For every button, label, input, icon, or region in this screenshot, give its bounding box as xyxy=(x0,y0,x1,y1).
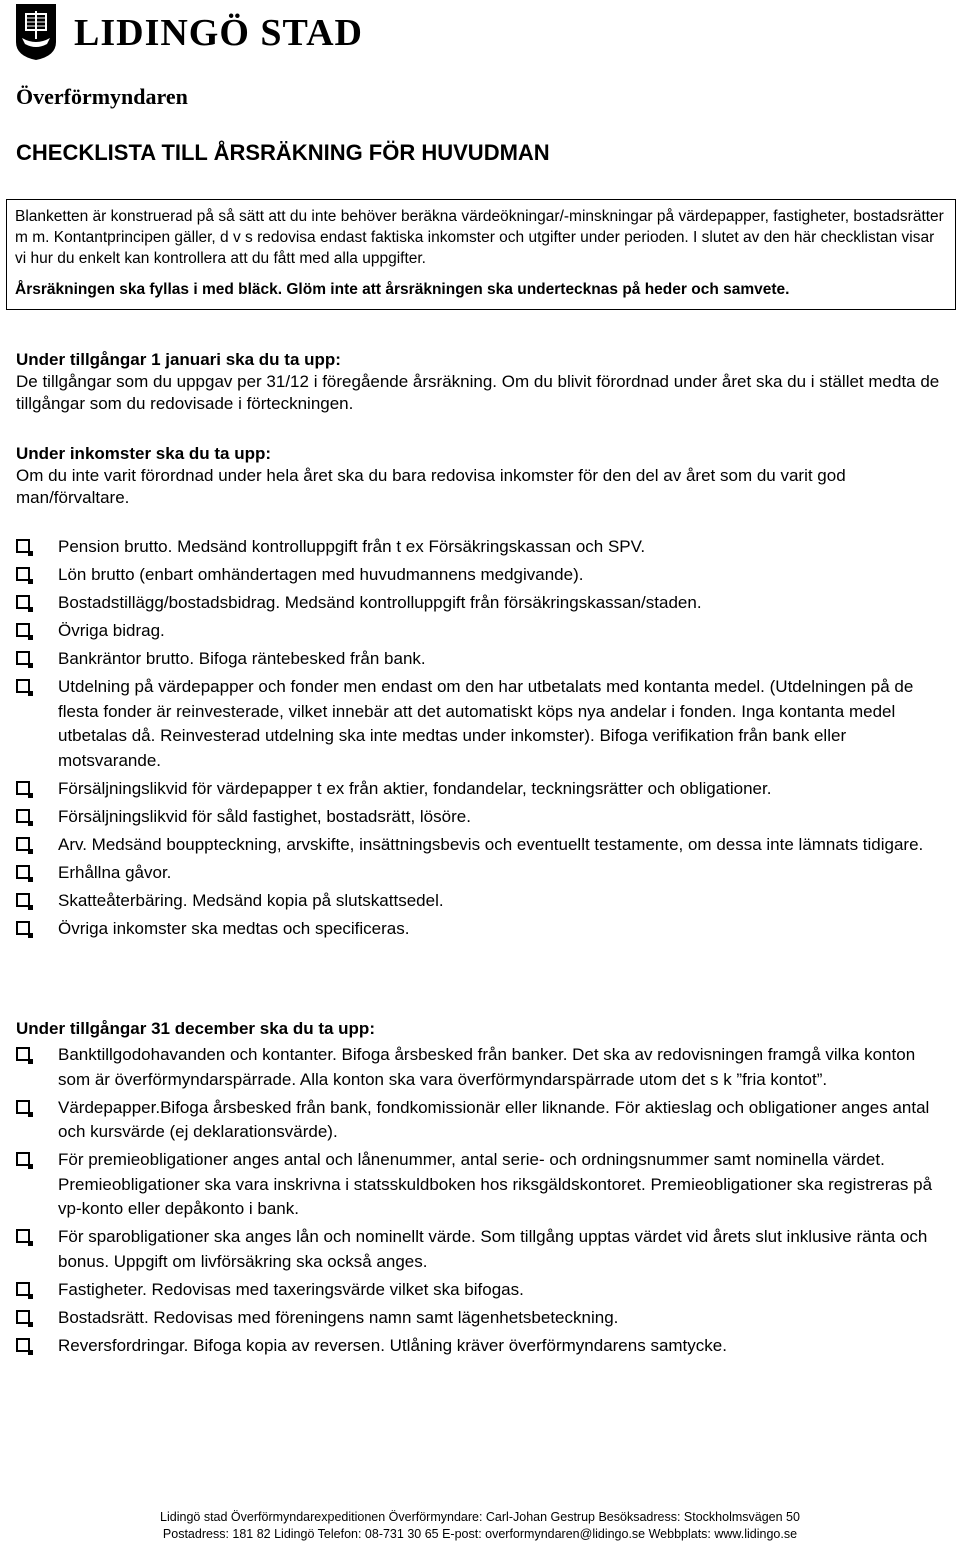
checkbox-icon[interactable] xyxy=(16,1229,30,1243)
section-text: Om du inte varit förordnad under hela året ska du bara redovisa inkomster för den del av året som du varit god man/förvaltare. xyxy=(16,466,846,507)
checklist-item xyxy=(16,1334,951,1359)
section-heading: Under tillgångar 31 december ska du ta upp: xyxy=(16,1019,375,1038)
checklist-item-text: Värdepapper.Bifoga årsbesked från bank, fondkomissionär eller liknande. För aktieslag och obligationer anges antal och kursvärde (ej deklarationsvärde). xyxy=(58,1097,930,1141)
checkbox-icon[interactable] xyxy=(16,1100,30,1114)
checklist-item-text: För sparobligationer ska anges lån och nominellt värde. Som tillgång upptas värdet vid årets slut inklusive ränta och bonus. Uppgift om livförsäkring ska också anges. xyxy=(58,1227,928,1271)
checkbox-icon[interactable] xyxy=(16,893,30,907)
income-checklist xyxy=(16,535,951,945)
checklist-item xyxy=(16,917,951,942)
checklist-item-text: Utdelning på värdepapper och fonder men endast om den har utbetalats med kontanta medel. (Utdelningen på de flesta fonder är reinvesterade, vilket innebär att det automatiskt köps nya andelar i fonden. Inga kontanta medel utbetalas då. Reinvesterad utdelning ska inte medtas under inkomster). Bifoga verifikation från bank eller motsvarande. xyxy=(58,677,914,770)
checkbox-icon[interactable] xyxy=(16,679,30,693)
city-logo xyxy=(14,2,363,64)
assets-checklist xyxy=(16,1043,951,1362)
checklist-item xyxy=(16,619,951,644)
checkbox-icon[interactable] xyxy=(16,651,30,665)
checkbox-icon[interactable] xyxy=(16,539,30,553)
checklist-item xyxy=(16,1225,951,1274)
section-income xyxy=(16,443,951,509)
checkbox-icon[interactable] xyxy=(16,921,30,935)
checkbox-icon[interactable] xyxy=(16,1282,30,1296)
checklist-item-text: Reversfordringar. Bifoga kopia av reversen. Utlåning kräver överförmyndarens samtycke. xyxy=(58,1335,727,1355)
department-name: Överförmyndaren xyxy=(16,84,188,109)
checklist-item-text: Övriga inkomster ska medtas och specificeras. xyxy=(58,918,410,938)
checkbox-icon[interactable] xyxy=(16,837,30,851)
checklist-item xyxy=(16,647,951,672)
checklist-item xyxy=(16,535,951,560)
checklist-item-text: Försäljningslikvid för värdepapper t ex från aktier, fondandelar, teckningsrätter och obligationer. xyxy=(58,778,772,798)
section-heading: Under tillgångar 1 januari ska du ta upp: xyxy=(16,350,341,369)
section-assets-dec xyxy=(16,1018,951,1040)
checkbox-icon[interactable] xyxy=(16,809,30,823)
checklist-item xyxy=(16,777,951,802)
checklist-item xyxy=(16,1306,951,1331)
checklist-item-text: Pension brutto. Medsänd kontrolluppgift från t ex Försäkringskassan och SPV. xyxy=(58,537,646,556)
checklist-item-text: För premieobligationer anges antal och lånenummer, antal serie- och ordningsnummer samt nominella värdet. Premieobligationer ska vara inskrivna i statsskuldboken hos riksgäldskontoret. Premieobligationer ska registreras på vp-konto eller depåkonto i bank. xyxy=(58,1150,933,1218)
section-text: De tillgångar som du uppgav per 31/12 i föregående årsräkning. Om du blivit förordnad under året ska du i stället medta de tillgångar som du redovisade i förteckningen. xyxy=(16,372,940,413)
checklist-item xyxy=(16,591,951,616)
checklist-item xyxy=(16,675,951,773)
checklist-item xyxy=(16,889,951,914)
checklist-item xyxy=(16,805,951,830)
checklist-item xyxy=(16,1096,951,1145)
checkbox-icon[interactable] xyxy=(16,1338,30,1352)
checkbox-icon[interactable] xyxy=(16,567,30,581)
checklist-item-text: Banktillgodohavanden och kontanter. Bifoga årsbesked från banker. Det ska av redovisningen framgå vilka konton som är överförmyndarspärrade. Alla konton ska vara överförmyndarspärrade utom det s k ”fria kontot”. xyxy=(58,1045,916,1089)
checkbox-icon[interactable] xyxy=(16,1310,30,1324)
checkbox-icon[interactable] xyxy=(16,781,30,795)
logo-text: LIDINGÖ STAD xyxy=(74,12,363,54)
viking-ship-icon xyxy=(14,2,58,62)
checklist-item xyxy=(16,833,951,858)
checklist-item-text: Skatteåterbäring. Medsänd kopia på slutskattsedel. xyxy=(58,890,444,910)
checkbox-icon[interactable] xyxy=(16,623,30,637)
checklist-item-text: Fastigheter. Redovisas med taxeringsvärde vilket ska bifogas. xyxy=(58,1279,524,1299)
checkbox-icon[interactable] xyxy=(16,595,30,609)
checklist-item-text: Arv. Medsänd bouppteckning, arvskifte, insättningsbevis och eventuellt testamente, om dessa inte lämnats tidigare. xyxy=(58,834,924,854)
checkbox-icon[interactable] xyxy=(16,1047,30,1061)
checklist-item xyxy=(16,563,951,588)
info-box xyxy=(6,199,956,310)
checklist-item xyxy=(16,861,951,886)
footer-line-1: Lidingö stad Överförmyndarexpeditionen Överförmyndare: Carl-Johan Gestrup Besöksadress: Stockholmsvägen 50 xyxy=(160,1510,800,1524)
checklist-item-text: Bostadsrätt. Redovisas med föreningens namn samt lägenhetsbeteckning. xyxy=(58,1307,619,1327)
checklist-item-text: Lön brutto (enbart omhändertagen med huvudmannens medgivande). xyxy=(58,565,584,584)
section-assets-jan xyxy=(16,349,951,415)
checklist-item xyxy=(16,1148,951,1222)
checklist-item-text: Erhållna gåvor. xyxy=(58,862,172,882)
info-text: Blanketten är konstruerad på så sätt att du inte behöver beräkna värdeökningar/-minskningar på värdepapper, fastigheter, bostadsrätter m m. Kontantprincipen gäller, d v s redovisa endast faktiska inkomster och utgifter under perioden. I slutet av den här checklistan visar vi hur du enkelt kan kontrollera att du fått med alla uppgifter. xyxy=(15,208,944,267)
info-bold-note: Årsräkningen ska fyllas i med bläck. Glöm inte att årsräkningen ska undertecknas på heder och samvete. xyxy=(15,281,790,298)
checklist-item-text: Övriga bidrag. xyxy=(58,621,165,640)
section-heading: Under inkomster ska du ta upp: xyxy=(16,444,272,463)
footer-line-2: Postadress: 181 82 Lidingö Telefon: 08-731 30 65 E-post: overformyndaren@lidingo.se Webbplats: www.lidingo.se xyxy=(162,1527,798,1541)
checklist-item-text: Bostadstillägg/bostadsbidrag. Medsänd kontrolluppgift från försäkringskassan/staden. xyxy=(58,593,702,612)
checklist-item xyxy=(16,1278,951,1303)
page-title: CHECKLISTA TILL ÅRSRÄKNING FÖR HUVUDMAN xyxy=(16,140,550,165)
checklist-item xyxy=(16,1043,951,1092)
checklist-item-text: Försäljningslikvid för såld fastighet, bostadsrätt, lösöre. xyxy=(58,806,471,826)
checklist-item-text: Bankräntor brutto. Bifoga räntebesked från bank. xyxy=(58,649,426,668)
checkbox-icon[interactable] xyxy=(16,1152,30,1166)
checkbox-icon[interactable] xyxy=(16,865,30,879)
